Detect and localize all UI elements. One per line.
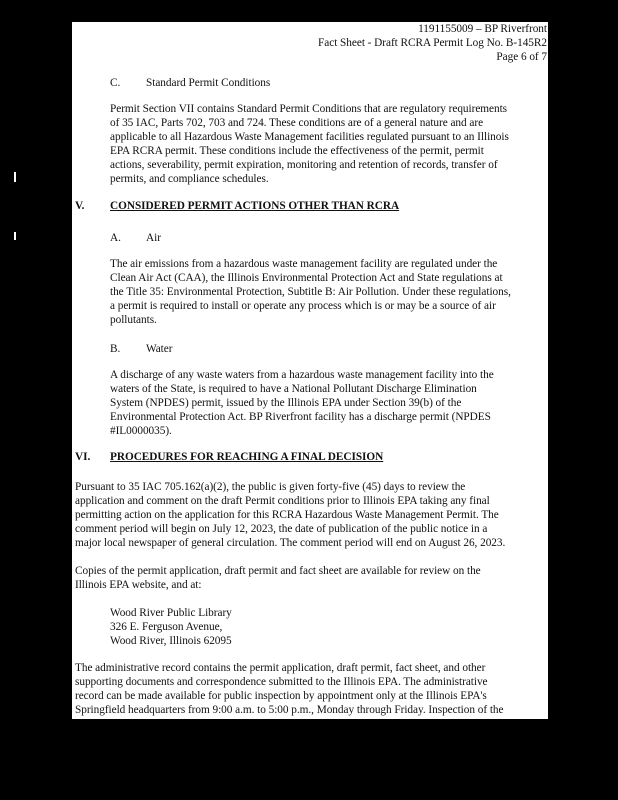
paragraph-line: System (NPDES) permit, issued by the Illinois EPA under Section 39(b) of the [110, 397, 462, 409]
paragraph-line: Environmental Protection Act. BP Riverfront facility has a discharge permit (NPDES [110, 411, 491, 423]
paragraph-line: EPA RCRA permit. These conditions include the effectiveness of the permit, permit [110, 145, 484, 157]
paragraph-line: of 35 IAC, Parts 702, 703 and 724. These conditions are of a general nature and are [110, 117, 484, 129]
section-c-heading: Standard Permit Conditions [146, 77, 271, 89]
paragraph-line: Copies of the permit application, draft permit and fact sheet are available for review on the [75, 565, 481, 577]
document-page [72, 22, 548, 719]
section-vi-number: VI. [75, 451, 91, 463]
paragraph-line: supporting documents and correspondence submitted to the Illinois EPA. The administrative [75, 676, 488, 688]
paragraph-line: Springfield headquarters from 9:00 a.m. to 5:00 p.m., Monday through Friday. Inspection of the [75, 704, 504, 716]
subsection-a-heading: Air [146, 232, 161, 244]
paragraph-line: Illinois EPA website, and at: [75, 579, 202, 591]
paragraph-line: A discharge of any waste waters from a hazardous waste management facility into the [110, 369, 494, 381]
section-v-heading: CONSIDERED PERMIT ACTIONS OTHER THAN RCRA [110, 200, 400, 212]
header-facility-line: 1191155009 – BP Riverfront [418, 23, 547, 35]
subsection-b-letter: B. [110, 343, 121, 355]
address-line: 326 E. Ferguson Avenue, [110, 621, 223, 633]
header-page-number: Page 6 of 7 [496, 51, 547, 63]
paragraph-line: record can be made available for public inspection by appointment only at the Illinois EPA's [75, 690, 487, 702]
paragraph-line: permitting action on the application for this RCRA Hazardous Waste Management Permit. The [75, 509, 499, 521]
section-vi-heading: PROCEDURES FOR REACHING A FINAL DECISION [110, 451, 384, 463]
paragraph-line: permits, and compliance schedules. [110, 173, 269, 185]
scan-edge-mark [14, 172, 16, 182]
paragraph-line: The air emissions from a hazardous waste management facility are regulated under the [110, 258, 498, 270]
scan-edge-mark [14, 232, 16, 240]
paragraph-line: comment period will begin on July 12, 2023, the date of publication of the public notice in a [75, 523, 488, 535]
paragraph-line: applicable to all Hazardous Waste Management facilities regulated pursuant to an Illinois [110, 131, 509, 143]
paragraph-line: Pursuant to 35 IAC 705.162(a)(2), the public is given forty-five (45) days to review the [75, 481, 466, 493]
paragraph-line: a permit is required to install or operate any process which is or may be a source of air [110, 300, 496, 312]
paragraph-line: the Title 35: Environmental Protection, Subtitle B: Air Pollution. Under these regulations, [110, 286, 511, 298]
paragraph-line: major local newspaper of general circulation. The comment period will end on August 26, 2023. [75, 537, 506, 549]
section-c-letter: C. [110, 77, 121, 89]
paragraph-line: Clean Air Act (CAA), the Illinois Environmental Protection Act and State regulations at [110, 272, 503, 284]
paragraph-line: waters of the State, is required to have a National Pollutant Discharge Elimination [110, 383, 477, 395]
subsection-a-letter: A. [110, 232, 121, 244]
subsection-b-heading: Water [146, 343, 173, 355]
section-v-number: V. [75, 200, 85, 212]
paragraph-line: #IL0000035). [110, 425, 172, 437]
header-log-line: Fact Sheet - Draft RCRA Permit Log No. B-145R2 [318, 37, 547, 49]
paragraph-line: The administrative record contains the permit application, draft permit, fact sheet, and other [75, 662, 486, 674]
paragraph-line: application and comment on the draft Permit conditions prior to Illinois EPA taking any final [75, 495, 490, 507]
address-line: Wood River, Illinois 62095 [110, 635, 232, 647]
paragraph-line: actions, severability, permit expiration, monitoring and retention of records, transfer of [110, 159, 498, 171]
paragraph-line: Permit Section VII contains Standard Permit Conditions that are regulatory requirements [110, 103, 508, 115]
paragraph-line: pollutants. [110, 314, 157, 326]
address-line: Wood River Public Library [110, 607, 232, 619]
